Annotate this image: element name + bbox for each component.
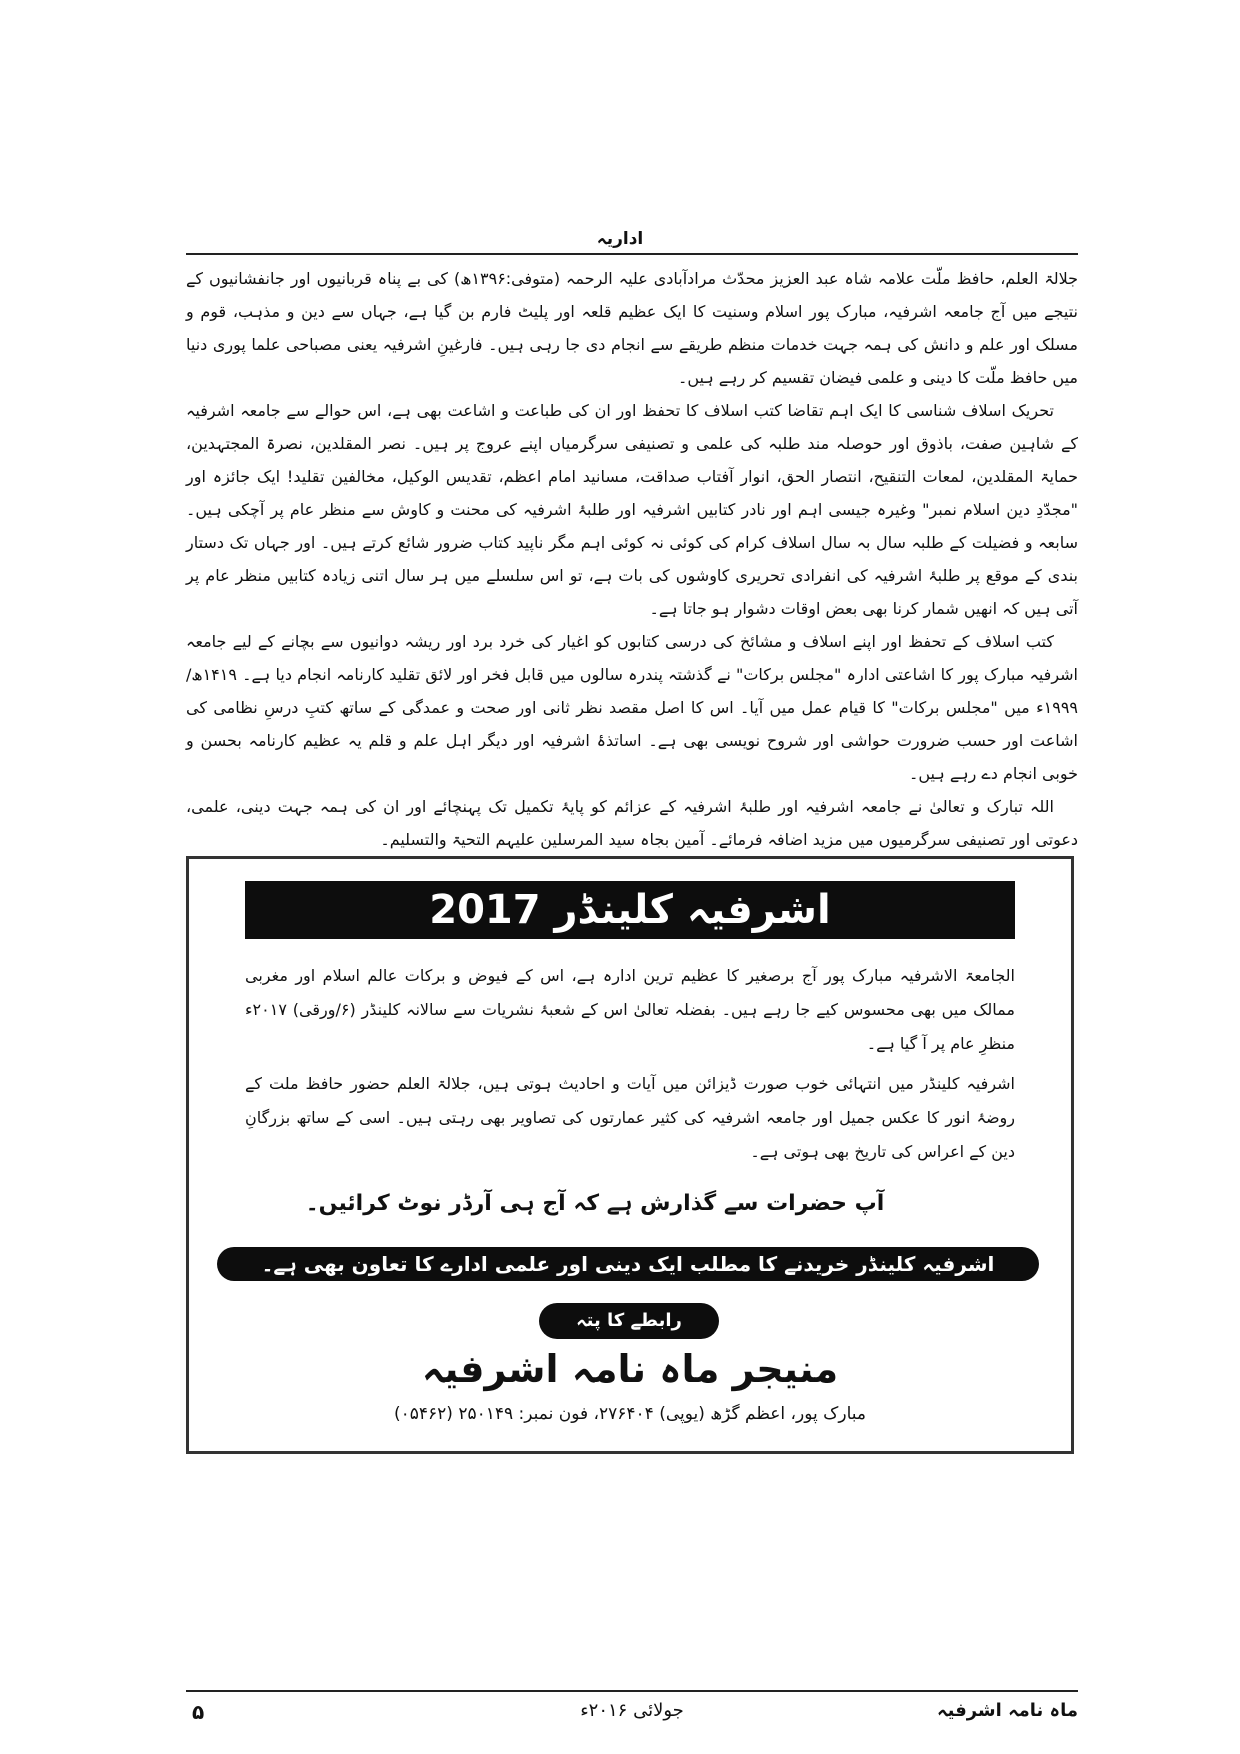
page-number: ۵	[192, 1700, 205, 1724]
page-title: اداریہ	[596, 229, 644, 249]
ad-paragraph: الجامعۃ الاشرفیہ مبارک پور آج برصغیر کا عظیم ترین ادارہ ہے، اس کے فیوض و برکات عالم اسلام اور مغربی ممالک میں بھی محسوس کیے جا رہے ہیں۔ بفضلہ تعالیٰ اس کے شعبۂ نشریات سے سالانہ کلینڈر (۶/ورقی) ۲۰۱۷ء منظرِ عام پر آ گیا ہے۔	[245, 966, 1016, 1053]
issue-date: جولائی ۲۰۱۶ء	[580, 1700, 684, 1721]
editorial-article	[186, 262, 1078, 856]
contact-address: مبارک پور، اعظم گڑھ (یوپی) ۲۷۶۴۰۴، فون نمبر: ۲۵۰۱۴۹ (۰۵۴۶۲)	[393, 1404, 867, 1424]
page-footer	[186, 1700, 1078, 1730]
article-paragraph: اللہ تبارک و تعالیٰ نے جامعہ اشرفیہ اور طلبۂ اشرفیہ کے عزائم کو پایۂ تکمیل تک پہنچائے اور ان کی ہمہ جہت دینی، علمی، دعوتی اور تصنیفی سرگرمیوں میں مزید اضافہ فرمائے۔ آمین بجاہ سید المرسلین علیہم التحیۃ والتسلیم۔	[186, 797, 1078, 849]
ad-banner-title: اشرفیہ کلینڈر 2017	[245, 881, 1015, 939]
ad-description	[245, 959, 1015, 1175]
manager-name: منیجر ماہ نامہ اشرفیہ	[421, 1347, 839, 1391]
bottom-divider	[186, 1690, 1078, 1692]
article-paragraph: جلالۃ العلم، حافظ ملّت علامہ شاہ عبد العزیز محدّث مرادآبادی علیہ الرحمہ (متوفی:۱۳۹۶ھ) کی بے پناہ قربانیوں اور جانفشانیوں کے نتیجے میں آج جامعہ اشرفیہ، مبارک پور اسلام وسنیت کا ایک عظیم قلعہ اور پلیٹ فارم بن گیا ہے، جہاں سے دین و مذہب، قوم و مسلک اور علم و دانش کی ہمہ جہت خدمات منظم طریقے سے انجام دی جا رہی ہیں۔ فارغینِ اشرفیہ یعنی مصباحی علما پوری دنیا میں حافظ ملّت کا دینی و علمی فیضان تقسیم کر رہے ہیں۔	[186, 269, 1079, 387]
ad-order-request: آپ حضرات سے گذارش ہے کہ آج ہی آرڈر نوٹ کرائیں۔	[305, 1191, 885, 1216]
ad-paragraph: اشرفیہ کلینڈر میں انتہائی خوب صورت ڈیزائن میں آیات و احادیث ہوتی ہیں، جلالۃ العلم حضور حافظ ملت کے روضۂ انور کا عکس جمیل اور جامعہ اشرفیہ کی کثیر عمارتوں کی تصاویر بھی رہتی ہیں۔ اسی کے ساتھ بزرگانِ دین کے اعراس کی تاریخ بھی ہوتی ہے۔	[245, 1074, 1015, 1161]
top-divider	[186, 253, 1078, 255]
article-paragraph: کتب اسلاف کے تحفظ اور اپنے اسلاف و مشائخ کی درسی کتابوں کو اغیار کی خرد برد اور ریشہ دوانیوں سے بچانے کے لیے جامعہ اشرفیہ مبارک پور کا اشاعتی ادارہ "مجلس برکات" نے گذشتہ پندرہ سالوں میں قابل فخر اور لائق تقلید کارنامہ انجام دیا ہے۔ ۱۴۱۹ھ/۱۹۹۹ء میں "مجلس برکات" کا قیام عمل میں آیا۔ اس کا اصل مقصد نظر ثانی اور صحت و عمدگی کے ساتھ کتبِ درسِ نظامی کی اشاعت اور حسب ضرورت حواشی اور شروح نویسی بھی ہے۔ اساتذۂ اشرفیہ اور دیگر اہل علم و قلم یہ عظیم کارنامہ بحسن و خوبی انجام دے رہے ہیں۔	[186, 632, 1078, 783]
article-paragraph: تحریک اسلاف شناسی کا ایک اہم تقاضا کتب اسلاف کا تحفظ اور ان کی طباعت و اشاعت بھی ہے، اس حوالے سے جامعہ اشرفیہ کے شاہین صفت، باذوق اور حوصلہ مند طلبہ کی علمی و تصنیفی سرگرمیاں اپنے عروج پر ہیں۔ نصر المقلدین، نصرۃ المجتہدین، حمایۃ المقلدین، لمعات التنقیح، انتصار الحق، انوار آفتاب صداقت، مسانید امام اعظم، تقدیس الوکیل، مخالفین تقلید! ایک جائزہ اور "مجدّدِ دین اسلام نمبر" وغیرہ جیسی اہم اور نادر کتابیں اشرفیہ اور طلبۂ اشرفیہ کی محنت و کاوش سے منظر عام پر آچکی ہیں۔ سابعہ و فضیلت کے طلبہ سال بہ سال اسلاف کرام کی کوئی نہ کوئی اہم مگر ناپید کتاب ضرور شائع کرتے ہیں۔ اور جہاں تک دستار بندی کے موقع پر طلبۂ اشرفیہ کی انفرادی تحریری کاوشوں کی بات ہے، تو اس سلسلے میں ہر سال اتنی زیادہ کتابیں منظر عام پر آتی ہیں کہ انھیں شمار کرنا بھی بعض اوقات دشوار ہو جاتا ہے۔	[186, 401, 1078, 618]
ad-slogan: اشرفیہ کلینڈر خریدنے کا مطلب ایک دینی اور علمی ادارے کا تعاون بھی ہے۔	[217, 1247, 1039, 1281]
calendar-advertisement	[186, 856, 1074, 1454]
magazine-name: ماہ نامہ اشرفیہ	[937, 1700, 1078, 1721]
contact-label: رابطے کا پتہ	[539, 1303, 719, 1339]
